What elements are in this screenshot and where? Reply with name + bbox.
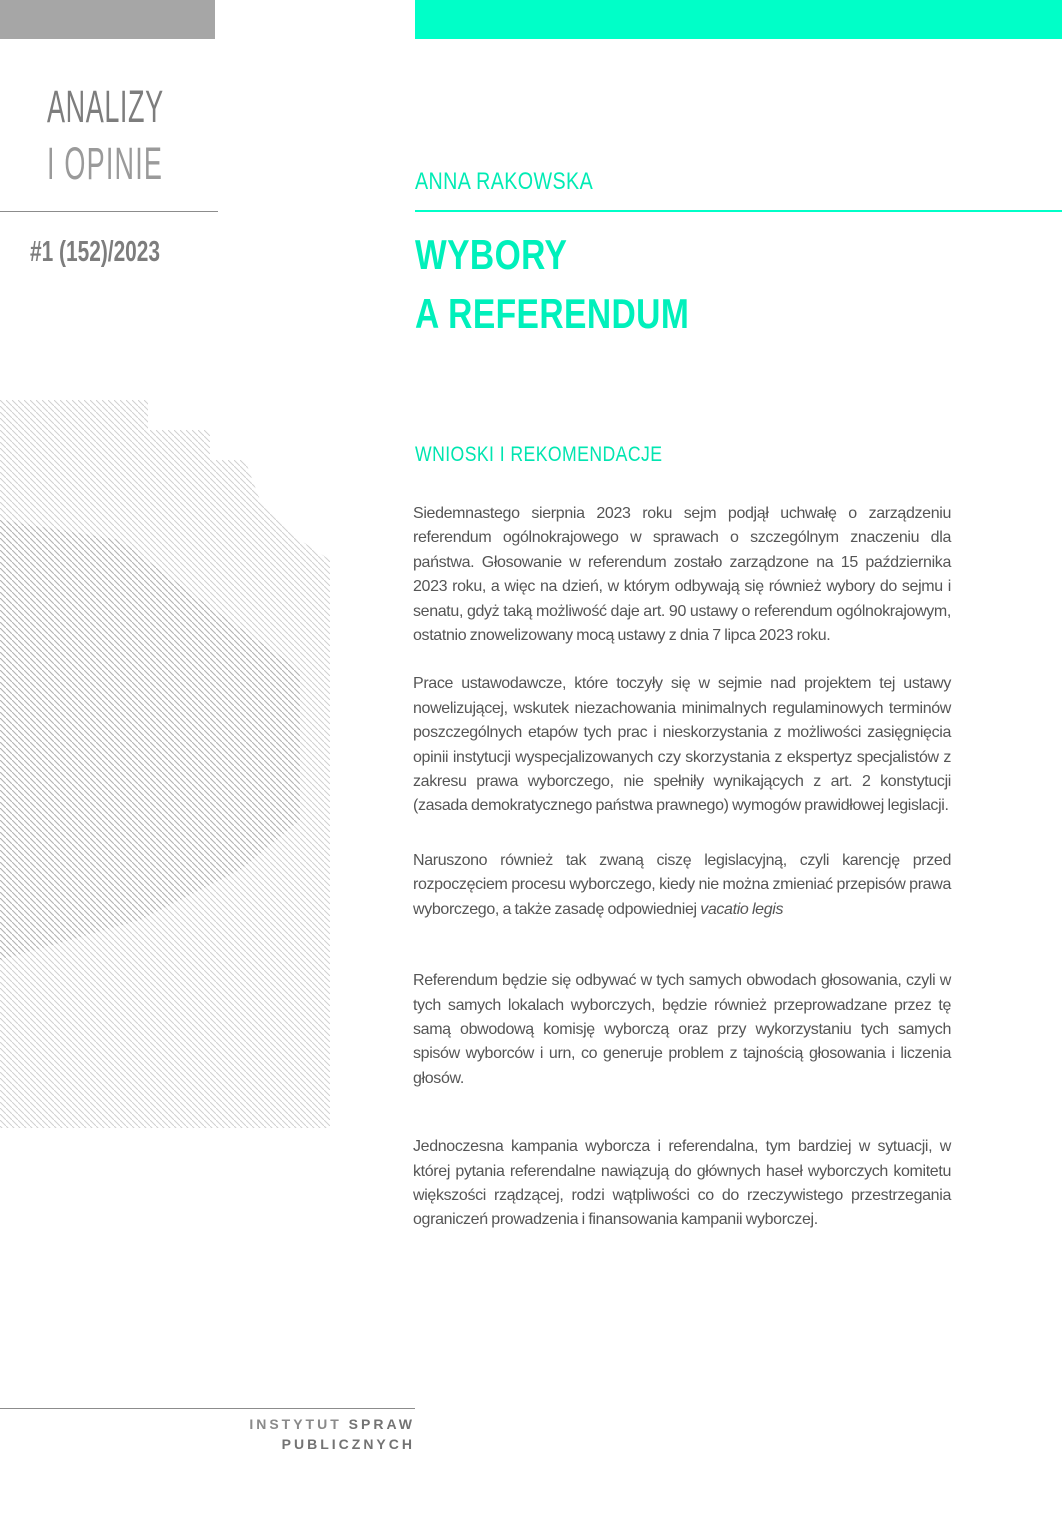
series-title-line2: I OPINIE [47,138,164,189]
series-title-line1: ANALIZY [47,81,164,132]
article-title-line2: A REFERENDUM [415,290,690,337]
paragraph-2: Prace ustawodawcze, które toczyły się w sejmie nad projektem tej ustawy nowelizującej, wskutek niezachowania minimalnych regulaminowych terminów poszczególnych etapów tych prac i nieskorzystania z możliwości zasięgnięcia opinii instytucji wyspecjalizowanych czy skorzystania z ekspertyz specjalistów z zakresu prawa wyborczego, nie spełniły wynikających z art. 2 konstytucji (zasada demokratycznego państwa prawnego) wymogów prawidłowej legislacji. [413,675,951,815]
paragraph-3-text: Naruszono również tak zwaną ciszę legislacyjną, czyli karencję przed rozpoczęciem procesu wyborczego, kiedy nie można zmieniać przepisów prawa wyborczego, a także zasadę odpowiedniej [413,851,951,918]
institute-logo [249,1414,415,1454]
paragraph-1: Siedemnastego sierpnia 2023 roku sejm podjął uchwałę o zarządzeniu referendum ogólnokrajowego w sprawach o szczególnym znaczeniu dla państwa. Głosowanie w referendum zostało zarządzone na 15 października 2023 roku, a więc na dzień, w którym odbywają się również wybory do sejmu i senatu, gdyż taką możliwość daje art. 90 ustawy o referendum ogólnokrajowym, ostatnio znowelizowany mocą ustawy z dnia 7 lipca 2023 roku. [413,505,951,645]
right-divider [415,210,1062,212]
top-gray-bar [0,0,215,39]
paragraph-3-italic: vacatio legis [700,900,784,918]
article-body [413,502,951,1233]
paragraph-3 [413,849,951,922]
series-title [47,81,242,189]
article-title [415,225,689,343]
diagonal-hatch-pattern [0,400,330,1128]
section-heading: WNIOSKI I REKOMENDACJE [415,443,663,466]
top-accent-bar [415,0,1062,39]
institute-word-1: INSTYTUT [249,1416,342,1432]
paragraph-5: Jednoczesna kampania wyborcza i referendalna, tym bardziej w sytuacji, w której pytania referendalne nawiązują do głównych haseł wyborczych komitetu większości rządzącej, rodzi wątpliwości co do rzeczywistego przestrzegania ograniczeń prowadzenia i finansowania kampanii wyborczej. [413,1138,951,1229]
institute-word-2: SPRAW [348,1416,415,1432]
footer-divider [0,1408,415,1409]
author-name: ANNA RAKOWSKA [415,168,594,195]
left-divider [0,211,218,212]
issue-number: #1 (152)/2023 [30,236,161,268]
paragraph-4: Referendum będzie się odbywać w tych samych obwodach głosowania, czyli w tych samych lokalach wyborczych, będzie również przeprowadzane przez tę samą obwodową komisję wyborczą oraz przy wykorzystaniu tych samych spisów wyborców i urn, co generuje problem z tajnością głosowania i liczenia głosów. [413,972,951,1087]
article-title-line1: WYBORY [415,231,568,278]
institute-word-3: PUBLICZNYCH [281,1436,415,1452]
